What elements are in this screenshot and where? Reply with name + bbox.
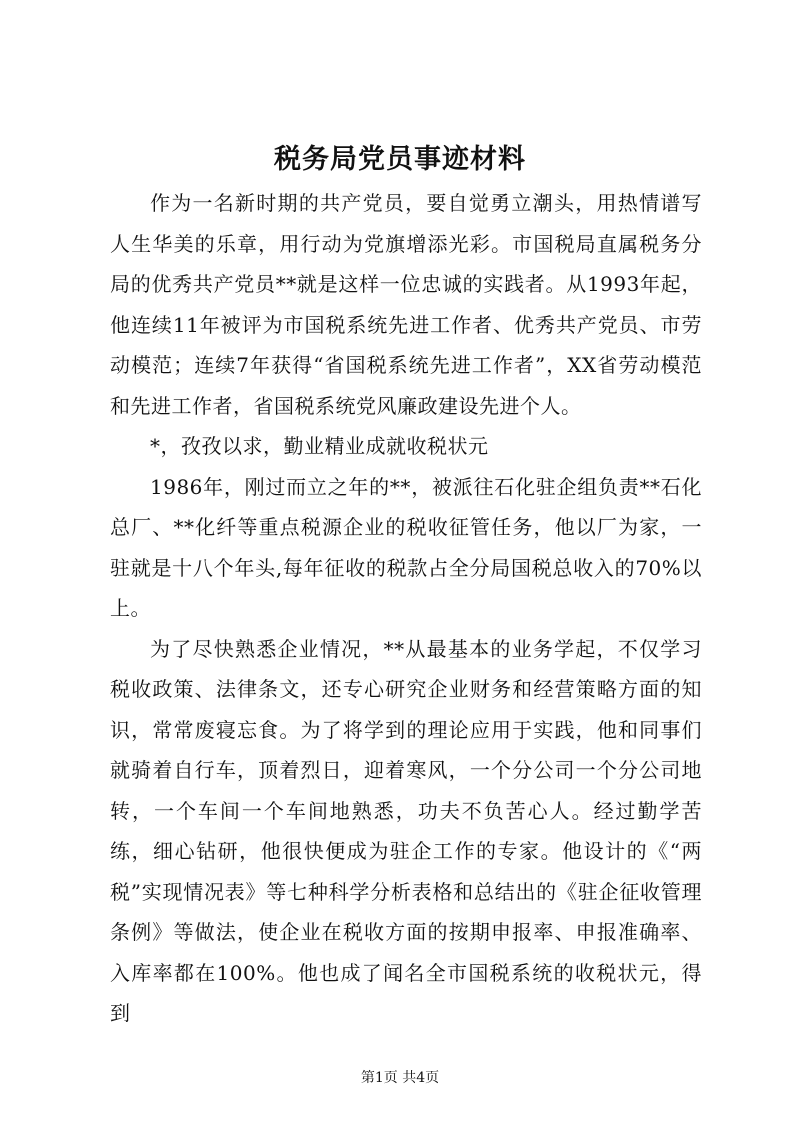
page-footer: 第1页 共4页 [360,1070,440,1086]
document-body [110,183,702,1034]
section-heading: *，孜孜以求，勤业精业成就收税状元 [150,434,489,458]
paragraph-study: 为了尽快熟悉企业情况，**从最基本的业务学起，不仅学习税收政策、法律条文，还专心研究企业财务和经营策略方面的知识，常常废寝忘食。为了将学到的理论应用于实践，他和同事们就骑着自行车，顶着烈日，迎着寒风，一个分公司一个分公司地转，一个车间一个车间地熟悉，功夫不负苦心人。经过勤学苦练，细心钻研，他很快便成为驻企工作的专家。他设计的《“两税”实现情况表》等七种科学分析表格和总结出的《驻企征收管理条例》等做法，使企业在税收方面的按期申报率、申报准确率、入库率都在100%。他也成了闻名全市国税系统的收税状元，得到 [110,636,702,1025]
paragraph-1986: 1986年，刚过而立之年的**，被派往石化驻企组负责**石化总厂、**化纤等重点税源企业的税收征管任务，他以厂为家，一驻就是十八个年头,每年征收的税款占全分局国税总收入的70%以上。 [110,474,702,620]
document-title: 税务局党员事迹材料 [274,144,526,175]
paragraph-intro: 作为一名新时期的共产党员，要自觉勇立潮头，用热情谱写人生华美的乐章，用行动为党旗增添光彩。市国税局直属税务分局的优秀共产党员**就是这样一位忠诚的实践者。从1993年起，他连续11年被评为市国税系统先进工作者、优秀共产党员、市劳动模范；连续7年获得“省国税系统先进工作者”，XX省劳动模范和先进工作者，省国税系统党风廉政建设先进个人。 [110,191,702,418]
